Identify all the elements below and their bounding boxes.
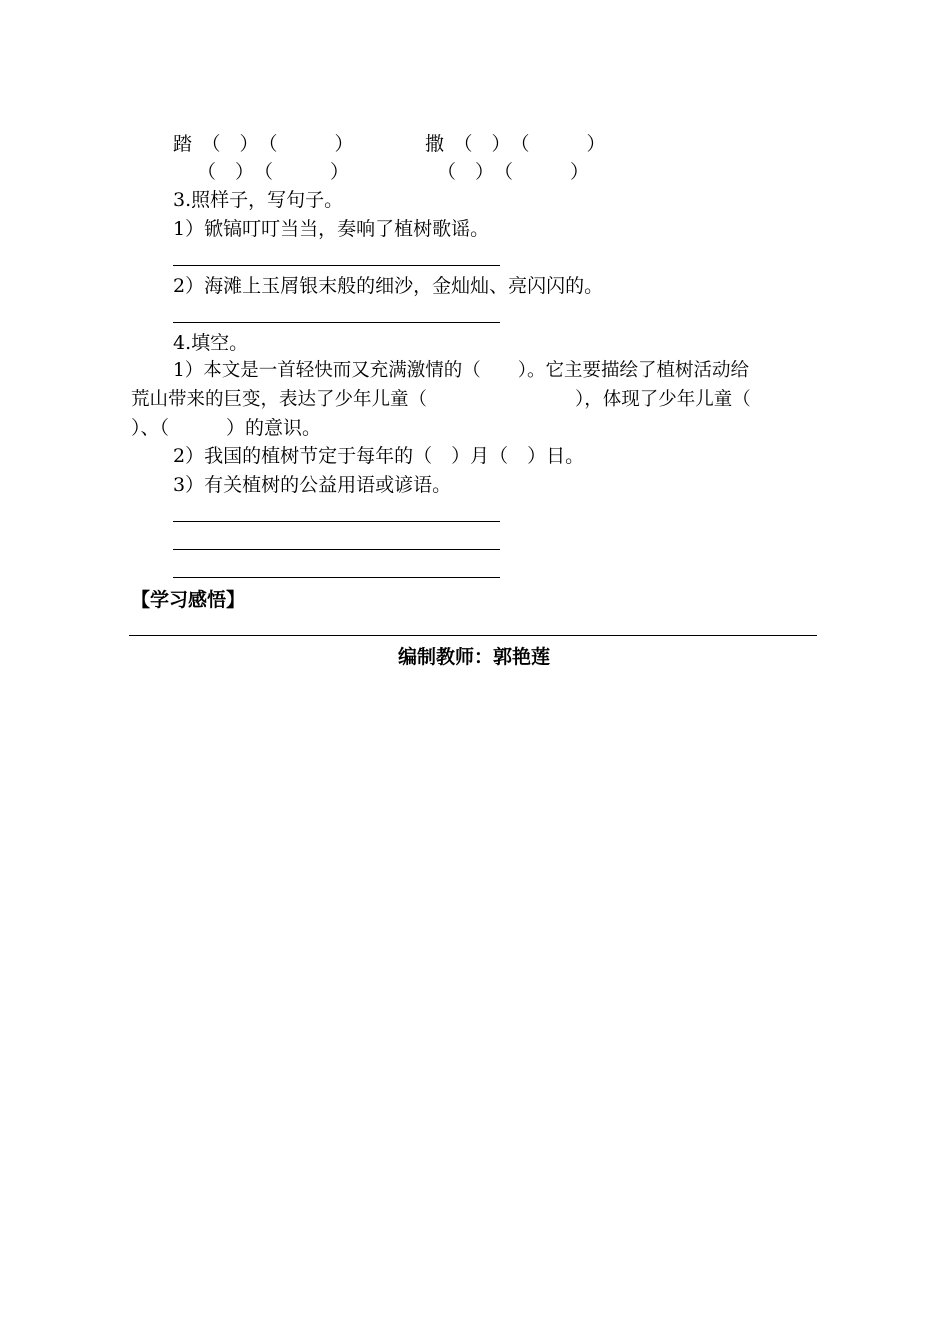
q2-row2-left: （ ） （ ） — [197, 161, 350, 183]
q3-title: 3.照样子，写句子。 — [173, 189, 344, 211]
q2-row1-left: 踏 （ ） （ ） — [173, 133, 354, 155]
reflection-heading: 【学习感悟】 — [131, 589, 246, 611]
q4-item1-line1: 1）本文是一首轻快而又充满激情的（ ）。它主要描绘了植树活动给 — [173, 360, 750, 381]
q2-row2-right: （ ） （ ） — [437, 161, 590, 183]
q3-item2: 2）海滩上玉屑银末般的细沙，金灿灿、亮闪闪的。 — [173, 275, 604, 297]
q4-title: 4.填空。 — [173, 332, 249, 354]
q4-item1-line3: ）、（ ）的意识。 — [131, 417, 322, 439]
answer-line-q3-2 — [173, 322, 500, 323]
q4-item1-line2: 荒山带来的巨变，表达了少年儿童（ ），体现了少年儿童（ — [131, 389, 751, 410]
q2-row1-right: 撒 （ ） （ ） — [425, 133, 606, 155]
answer-line-q4-2 — [173, 549, 500, 550]
answer-line-q3-1 — [173, 265, 500, 266]
q3-item1: 1）锨镐叮叮当当，奏响了植树歌谣。 — [173, 218, 490, 240]
teacher-credit: 编制教师：郭艳莲 — [398, 646, 551, 668]
q4-item3: 3）有关植树的公益用语或谚语。 — [173, 474, 452, 496]
reflection-answer-line — [129, 635, 817, 636]
q4-item2: 2）我国的植树节定于每年的（ ）月（ ）日。 — [173, 445, 585, 467]
answer-line-q4-1 — [173, 521, 500, 522]
answer-line-q4-3 — [173, 577, 500, 578]
